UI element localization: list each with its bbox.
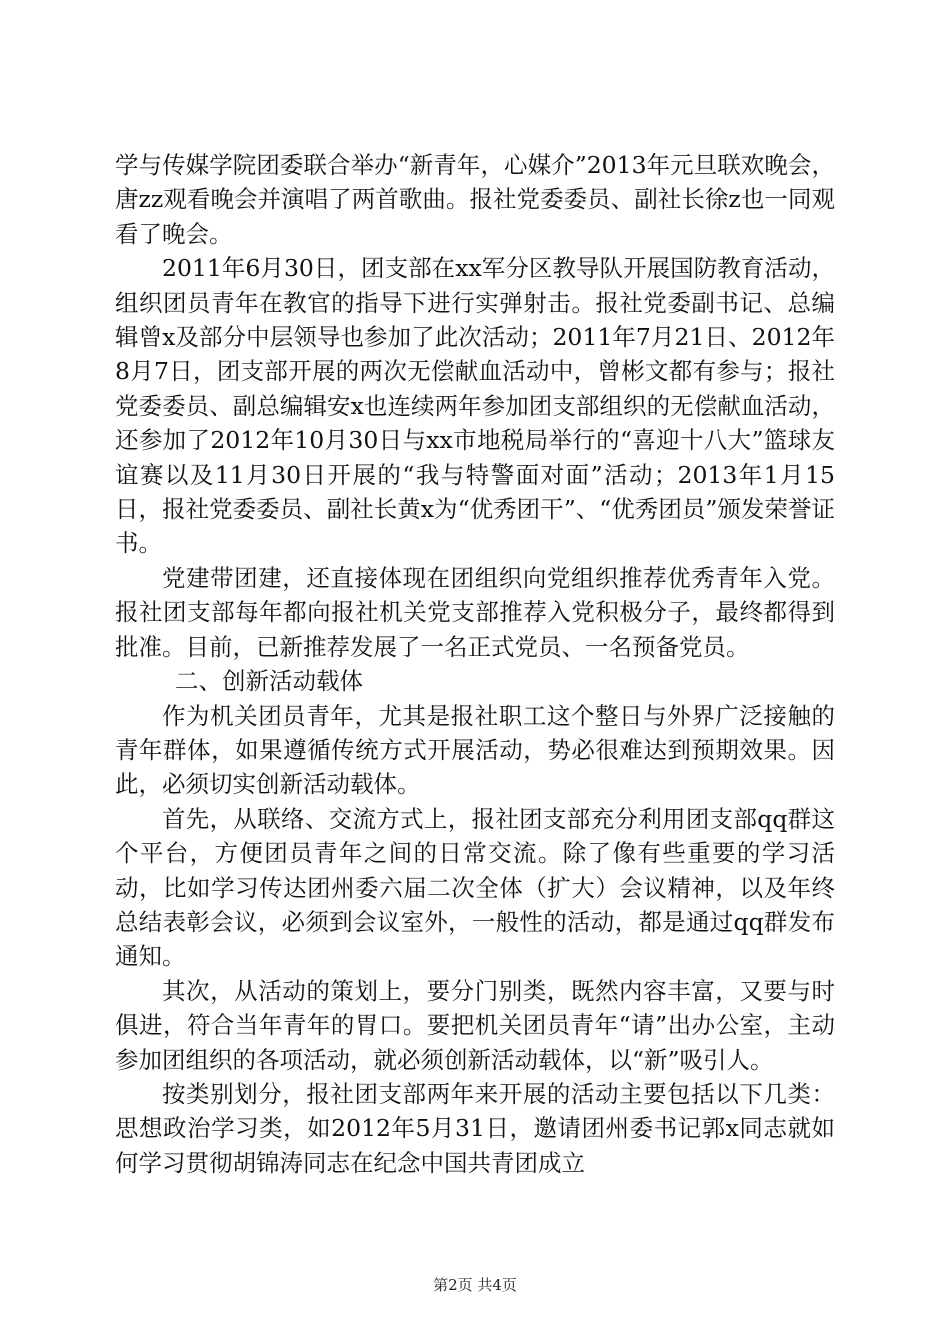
paragraph-planning: 其次，从活动的策划上，要分门别类，既然内容丰富，又要与时俱进，符合当年青年的胃口。要把机关团员青年“请”出办公室，主动参加团组织的各项活动，就必须创新活动载体，以“新”吸引人。 <box>115 976 835 1074</box>
paragraph-activity-events: 2011年6月30日，团支部在xx军分区教导队开展国防教育活动，组织团员青年在教官的指导下进行实弹射击。报社党委副书记、总编辑曾x及部分中层领导也参加了此次活动；2011年7月21日、2012年8月7日，团支部开展的两次无偿献血活动中，曾彬文都有参与；报社党委委员、副总编辑安x也连续两年参加团支部组织的无偿献血活动，还参加了2012年10月30日与xx市地税局举行的“喜迎十八大”篮球友谊赛以及11月30日开展的“我与特警面对面”活动；2013年1月15日，报社党委委员、副社长黄x为“优秀团干”、“优秀团员”颁发荣誉证书。 <box>115 254 835 558</box>
paragraph-communication: 首先，从联络、交流方式上，报社团支部充分利用团支部qq群这个平台，方便团员青年之间的日常交流。除了像有些重要的学习活动，比如学习传达团州委六届二次全体（扩大）会议精神，以及年终总结表彰会议，必须到会议室外，一般性的活动，都是通过qq群发布通知。 <box>115 804 835 971</box>
paragraph-party-recommendation: 党建带团建，还直接体现在团组织向党组织推荐优秀青年入党。报社团支部每年都向报社机关党支部推荐入党积极分子，最终都得到批准。目前，已新推荐发展了一名正式党员、一名预备党员。 <box>115 563 835 661</box>
paragraph-categories: 按类别划分，报社团支部两年来开展的活动主要包括以下几类：思想政治学习类，如2012年5月31日，邀请团州委书记郭x同志就如何学习贯彻胡锦涛同志在纪念中国共青团成立 <box>115 1079 835 1177</box>
page-footer: 第2页 共4页 <box>433 1276 517 1294</box>
section-heading: 二、创新活动载体 <box>175 667 363 696</box>
paragraph-continuation: 学与传媒学院团委联合举办“新青年，心媒介”2013年元旦联欢晚会，唐zz观看晚会并演唱了两首歌曲。报社党委委员、副社长徐z也一同观看了晚会。 <box>115 151 835 248</box>
document-body <box>115 148 835 1180</box>
paragraph-innovation-intro: 作为机关团员青年，尤其是报社职工这个整日与外界广泛接触的青年群体，如果遵循传统方式开展活动，势必很难达到预期效果。因此，必须切实创新活动载体。 <box>115 701 835 799</box>
